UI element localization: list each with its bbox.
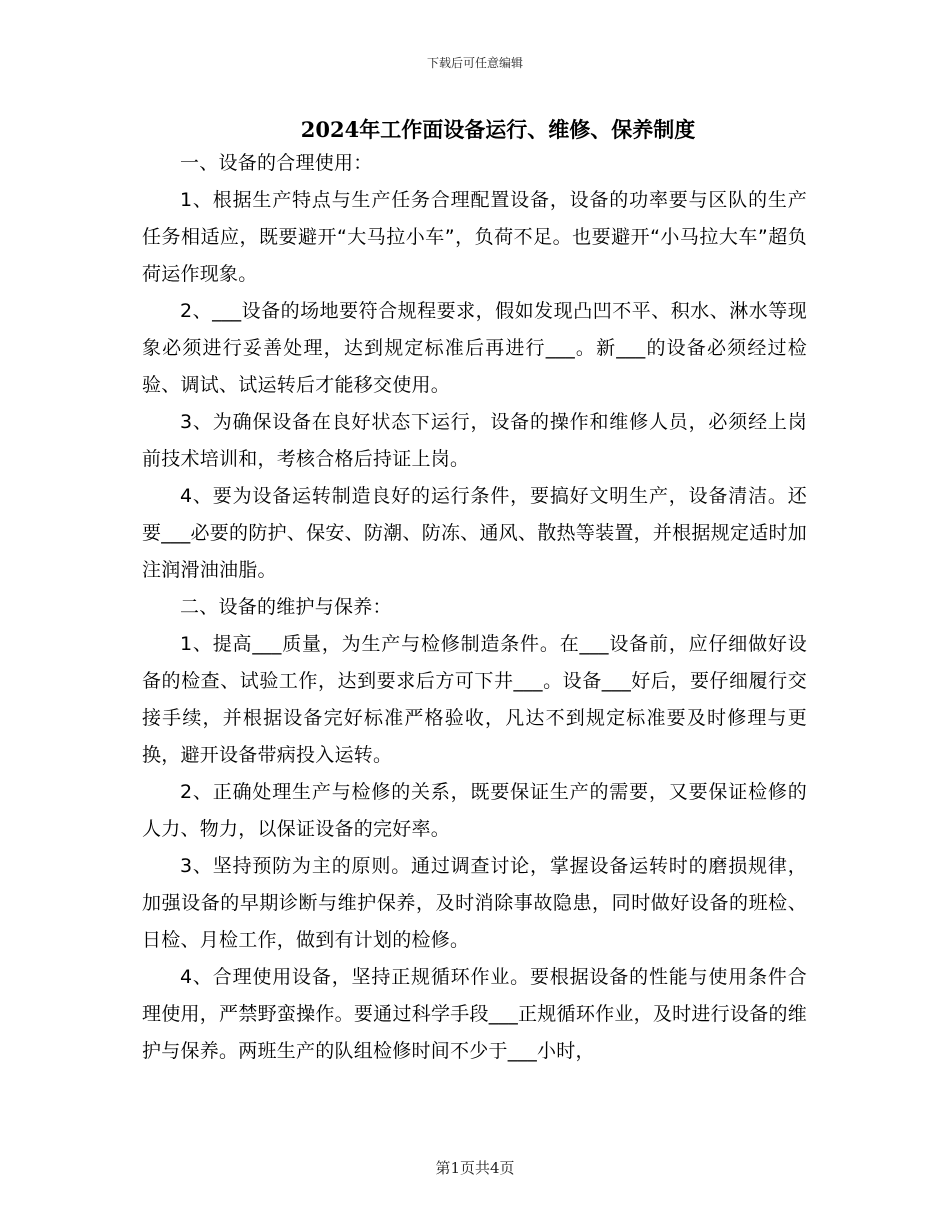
paragraph: 2、正确处理生产与检修的关系，既要保证生产的需要，又要保证检修的人力、物力，以保证设备的完好率。 (142, 781, 807, 840)
paragraph: 3、坚持预防为主的原则。通过调查讨论，掌握设备运转时的磨损规律，加强设备的早期诊断与维护保养，及时消除事故隐患，同时做好设备的班检、日检、月检工作，做到有计划的检修。 (142, 855, 807, 951)
paragraph: 4、要为设备运转制造良好的运行条件，要搞好文明生产，设备清洁。还要___必要的防护、保安、防潮、防冻、通风、散热等装置，并根据规定适时加注润滑油油脂。 (142, 485, 807, 581)
paragraph: 4、合理使用设备，坚持正规循环作业。要根据设备的性能与使用条件合理使用，严禁野蛮操作。要通过科学手段___正规循环作业，及时进行设备的维护与保养。两班生产的队组检修时间不少于___小时， (142, 966, 807, 1062)
page-number-footer: 第1页共4页 (435, 1159, 515, 1177)
section-heading-1: 一、设备的合理使用： (180, 152, 373, 174)
paragraph: 3、为确保设备在良好状态下运行，设备的操作和维修人员，必须经上岗前技术培训和，考核合格后持证上岗。 (142, 411, 807, 470)
section-heading-2: 二、设备的维护与保养： (180, 596, 392, 618)
header-note: 下载后可任意编辑 (426, 56, 523, 70)
paragraph: 2、___设备的场地要符合规程要求，假如发现凸凹不平、积水、淋水等现象必须进行妥善处理，达到规定标准后再进行___。新___的设备必须经过检验、调试、试运转后才能移交使用。 (142, 300, 807, 396)
document-body (142, 145, 807, 1070)
paragraph: 1、根据生产特点与生产任务合理配置设备，设备的功率要与区队的生产任务相适应，既要避开“大马拉小车”，负荷不足。也要避开“小马拉大车”超负荷运作现象。 (142, 189, 808, 285)
document-title: 2024年工作面设备运行、维修、保养制度 (300, 117, 696, 142)
paragraph: 1、提高___质量，为生产与检修制造条件。在___设备前，应仔细做好设备的检查、试验工作，达到要求后方可下井___。设备___好后，要仔细履行交接手续，并根据设备完好标准严格验收，凡达不到规定标准要及时修理与更换，避开设备带病投入运转。 (142, 633, 807, 766)
